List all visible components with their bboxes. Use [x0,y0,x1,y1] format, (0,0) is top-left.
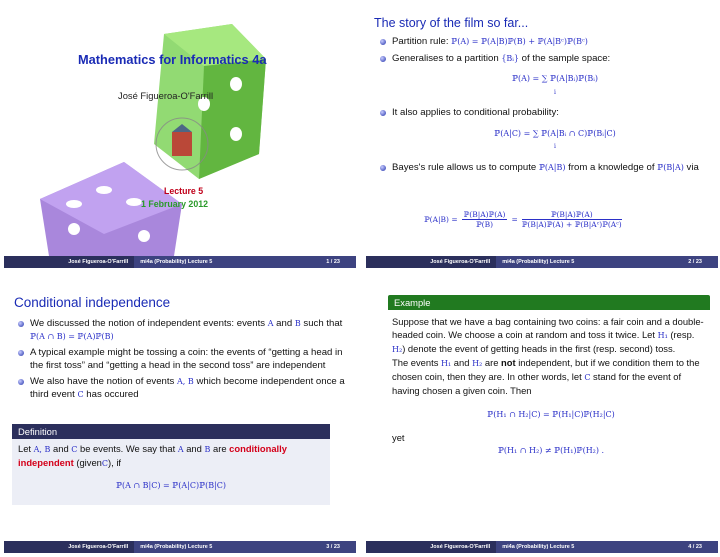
equation: ℙ(A) = ∑ ℙ(A|Bᵢ)ℙ(Bᵢ) i [511,74,599,96]
lecture-date: 1 February 2012 [141,199,208,209]
footer-author: José Figueroa-O'Farrill [430,544,491,550]
footer-page: 3 / 23 [296,541,356,553]
list-item: Partition rule: ℙ(A) = ℙ(A|B)ℙ(B) + ℙ(A|Bᶜ)ℙ(Bᶜ) [392,36,718,49]
footer-author: José Figueroa-O'Farrill [68,259,129,265]
paragraph: Suppose that we have a bag containing two coins: a fair coin and a double-headed coin. We choose a coin at random and toss it twice. Let H₁ (resp. H₂) denote the event of getting heads in the first (resp. second) toss. [392,316,704,354]
equation: ℙ(A|C) = ∑ ℙ(A|Bᵢ ∩ C)ℙ(Bᵢ|C) i [494,128,616,150]
list-item: It also applies to conditional probability: ℙ(A|C) = ∑ ℙ(A|Bᵢ ∩ C)ℙ(Bᵢ|C) i [392,107,718,154]
footer-course: mi4a (Probability) Lecture 5 [134,541,296,553]
footer-course: mi4a (Probability) Lecture 5 [496,541,658,553]
footer-course: mi4a (Probability) Lecture 5 [134,256,296,268]
list-item: Bayes's rule allows us to compute ℙ(A|B) from a knowledge of ℙ(B|A) via [392,162,718,175]
bullet-list [4,318,356,401]
bayes-equation: ℙ(A|B) = ℙ(B|A)ℙ(A) ℙ(B) = ℙ(B|A)ℙ(A) ℙ(B|A)ℙ(A) + ℙ(B|Aᶜ)ℙ(Aᶜ) [424,210,622,229]
footer-page: 2 / 23 [658,256,718,268]
footer-course: mi4a (Probability) Lecture 5 [496,256,658,268]
slide-title: The story of the film so far... [374,16,529,30]
slide-footer [366,541,718,553]
footer-page: 1 / 23 [296,256,356,268]
list-item: Generalises to a partition {Bᵢ} of the sample space: ℙ(A) = ∑ ℙ(A|Bᵢ)ℙ(Bᵢ) i [392,53,718,100]
slide-title: Conditional independence [14,295,171,310]
presentation-title: Mathematics for Informatics 4a [78,52,267,67]
list-item: We discussed the notion of independent events: events A and B such that ℙ(A ∩ B) = ℙ(A)ℙ(B) [30,318,356,343]
example-title: Example [388,295,710,310]
example-body [366,310,718,458]
definition-body: Let A, B and C be events. We say that A and B are conditionally independent (givenC), if ℙ(A ∩ B|C) = ℙ(A|C)ℙ(B|C) [12,439,330,505]
slide-4 [366,289,718,553]
list-item: We also have the notion of events A, B which become independent once a third event C has occured [30,376,356,401]
footer-page: 4 / 23 [658,541,718,553]
definition-title: Definition [12,424,330,439]
list-item: A typical example might be tossing a coin: the events of “getting a head in the first toss” and “getting a head in the second toss” are independent [30,347,356,372]
slide-1 [4,4,356,268]
equation: ℙ(H₁ ∩ H₂) ≠ ℙ(H₁)ℙ(H₂) . [497,446,605,456]
slide-3 [4,289,356,553]
dice-illustration [4,4,356,256]
paragraph: The events H₁ and H₂ are not independent, but if we condition them to the chosen coin, then they are. In other words, let C stand for the event of having chosen a given coin. Then [392,356,700,396]
equation: ℙ(H₁ ∩ H₂|C) = ℙ(H₁|C)ℙ(H₂|C) [487,410,615,420]
bullet-list [366,36,718,174]
slide-footer [366,256,718,268]
slide-2 [366,4,718,268]
definition-block [12,424,330,505]
footer-author: José Figueroa-O'Farrill [430,259,491,265]
lecture-label: Lecture 5 [164,186,204,196]
slide-footer [4,256,356,268]
equation: ℙ(A ∩ B|C) = ℙ(A|C)ℙ(B|C) [115,481,227,491]
paragraph: yet [392,432,405,444]
footer-author: José Figueroa-O'Farrill [68,544,129,550]
slide-footer [4,541,356,553]
author-name: José Figueroa-O'Farrill [118,90,214,101]
